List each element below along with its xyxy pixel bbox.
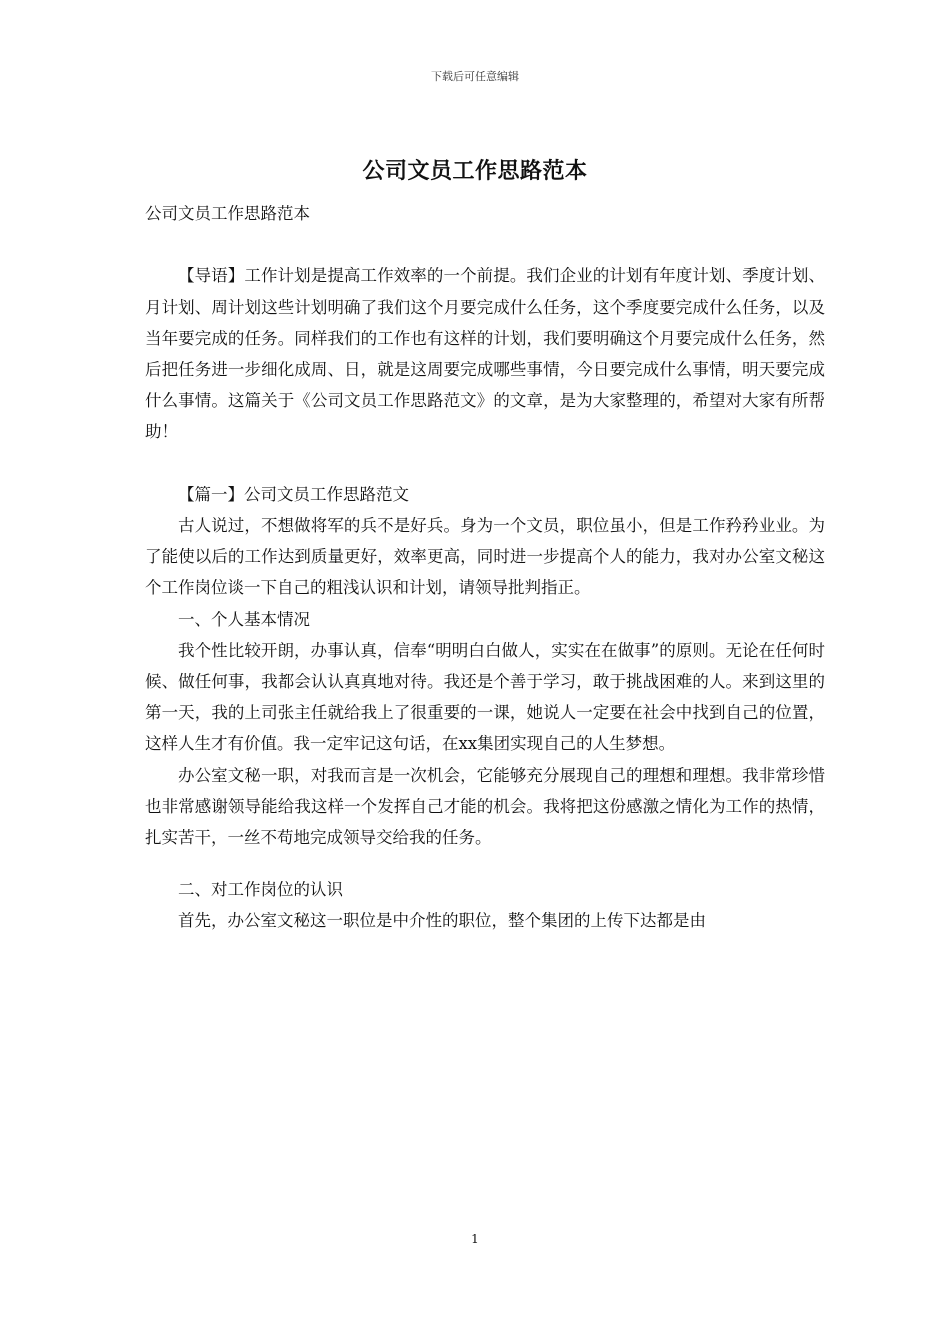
subsection-heading: 一、个人基本情况	[178, 609, 310, 629]
subsection-heading: 二、对工作岗位的认识	[178, 880, 343, 900]
header-note: 下载后可任意编辑	[431, 70, 519, 83]
body-paragraph: 我个性比较开朗，办事认真，信奉“明明白白做人，实实在在做事”的原则。无论在任何时候、做任何事，我都会认认真真地对待。我还是个善于学习，敢于挑战困难的人。来到这里的第一天，我的上司张主任就给我上了很重要的一课，她说人一定要在社会中找到自己的位置，这样人生才有价值。我一定牢记这句话，在xx集团实现自己的人生梦想。	[145, 640, 825, 754]
blank-line	[145, 853, 825, 874]
section-heading: 【篇一】公司文员工作思路范文	[178, 484, 409, 504]
page-title: 公司文员工作思路范本	[362, 158, 588, 184]
blank-line	[145, 448, 825, 479]
body-paragraph: 古人说过，不想做将军的兵不是好兵。身为一个文员，职位虽小，但是工作矜矜业业。为了能使以后的工作达到质量更好，效率更高，同时进一步提高个人的能力，我对办公室文秘这个工作岗位谈一下自己的粗浅认识和计划，请领导批判指正。	[145, 516, 825, 598]
body-paragraph: 办公室文秘一职，对我而言是一次机会，它能够充分展现自己的理想和理想。我非常珍惜也非常感谢领导能给我这样一个发挥自己才能的机会。我将把这份感激之情化为工作的热情，扎实苦干，一丝不苟地完成领导交给我的任务。	[145, 765, 825, 848]
page-number: 1	[471, 1232, 479, 1246]
body-paragraph: 首先，办公室文秘这一职位是中介性的职位，整个集团的上传下达都是由	[178, 911, 706, 931]
intro-paragraph: 【导语】工作计划是提高工作效率的一个前提。我们企业的计划有年度计划、季度计划、月计划、周计划这些计划明确了我们这个月要完成什么任务，这个季度要完成什么任务，以及当年要完成的任务。同样我们的工作也有这样的计划，我们要明确这个月要完成什么任务，然后把任务进一步细化成周、日，就是这周要完成哪些事情，今日要完成什么事情，明天要完成什么事情。这篇关于《公司文员工作思路范文》的文章，是为大家整理的，希望对大家有所帮助！	[145, 266, 825, 442]
blank-line	[145, 229, 825, 260]
subtitle: 公司文员工作思路范本	[145, 204, 310, 223]
document-body	[145, 198, 825, 937]
